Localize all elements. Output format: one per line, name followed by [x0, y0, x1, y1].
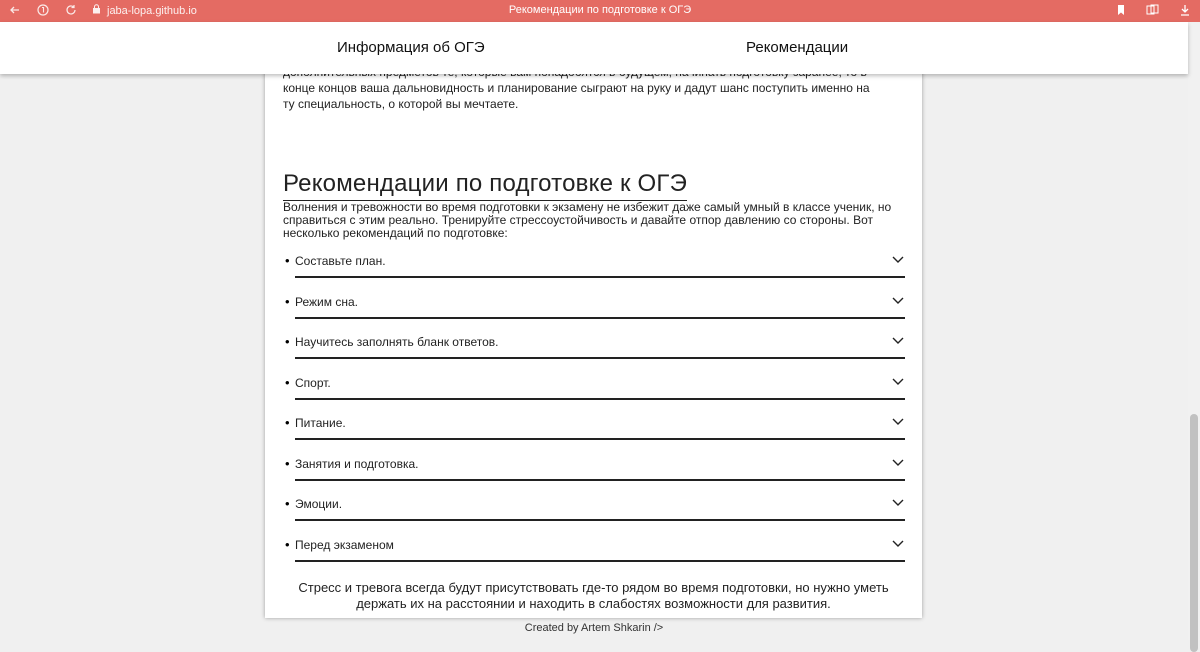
accordion-label: Питание. [295, 416, 346, 430]
divider [295, 398, 905, 400]
accordion-item[interactable] [283, 330, 905, 371]
accordion-item[interactable] [283, 290, 905, 331]
accordion-item[interactable] [283, 371, 905, 412]
bookmark-icon[interactable] [1114, 3, 1128, 17]
browser-bar [0, 0, 1200, 22]
accordion-label: Режим сна. [295, 294, 358, 309]
nav-link-info[interactable]: Информация об ОГЭ [337, 39, 485, 56]
divider [295, 276, 905, 278]
bullet-icon: • [285, 496, 290, 511]
accordion-item[interactable] [283, 411, 905, 452]
page-scrollbar[interactable] [1188, 22, 1200, 640]
accordion-label: Составьте план. [295, 254, 386, 268]
accordion-item[interactable] [283, 452, 905, 493]
chevron-down-icon[interactable] [891, 374, 905, 388]
tab-title: Рекомендации по подготовке к ОГЭ [508, 4, 692, 16]
accordion-label: Перед экзаменом [295, 537, 394, 552]
bullet-icon: • [285, 536, 290, 552]
chevron-down-icon[interactable] [891, 414, 905, 428]
bullet-icon: • [285, 374, 290, 390]
scrollbar-thumb[interactable] [1190, 414, 1198, 652]
intro-paragraph: Волнения и тревожности во время подготовки к экзамену не избежит даже самый умный в классе ученик, но справиться с этим реально. Тренируйте стрессоустойчивость и давайте отпор давлению со стороны. Вот несколько рекомендаций по подготовке: [283, 200, 892, 240]
divider [295, 519, 905, 521]
download-icon[interactable] [1178, 3, 1192, 17]
divider [295, 560, 905, 562]
bullet-icon: • [285, 334, 290, 349]
section-title: Рекомендации по подготовке к ОГЭ [283, 170, 687, 201]
chevron-down-icon[interactable] [891, 495, 905, 509]
accordion-item[interactable] [283, 533, 905, 574]
bullet-icon: • [285, 455, 290, 471]
chevron-down-icon[interactable] [891, 333, 905, 347]
url-text: jaba-lopa.github.io [107, 4, 197, 17]
recommendations-accordion [283, 249, 905, 573]
divider [295, 317, 905, 319]
closing-paragraph: Стресс и тревога всегда будут присутствовать где-то рядом во время подготовки, но нужно уметь держать их на расстоянии и находить в слабостях возможности для развития. [298, 580, 889, 611]
divider [295, 479, 905, 481]
accordion-label: Эмоции. [295, 497, 343, 511]
accordion-label: Занятия и подготовка. [295, 456, 419, 471]
collections-icon[interactable] [1146, 3, 1160, 17]
chevron-down-icon[interactable] [891, 293, 905, 307]
bullet-icon: • [285, 253, 290, 268]
accordion-item[interactable] [283, 249, 905, 290]
footer-credit: Created by Artem Shkarin /> [524, 622, 664, 634]
chevron-down-icon[interactable] [891, 455, 905, 469]
nav-link-recommendations[interactable]: Рекомендации [746, 39, 849, 56]
divider [295, 357, 905, 359]
site-header [0, 22, 1188, 74]
divider [295, 438, 905, 440]
browser-tools [1114, 3, 1192, 17]
accordion-label: Спорт. [295, 375, 331, 390]
accordion-item[interactable] [283, 492, 905, 533]
accordion-label: Научитесь заполнять бланк ответов. [295, 335, 499, 349]
content-card [265, 40, 922, 618]
bullet-icon: • [285, 415, 290, 430]
chevron-down-icon[interactable] [891, 252, 905, 266]
previous-paragraph: конце концов ваша дальновидность и планирование сыграют на руку и дадут шанс поступить именно на ту специальность, о которой вы мечтаете. [283, 81, 870, 111]
bullet-icon: • [285, 293, 290, 309]
chevron-down-icon[interactable] [891, 536, 905, 550]
